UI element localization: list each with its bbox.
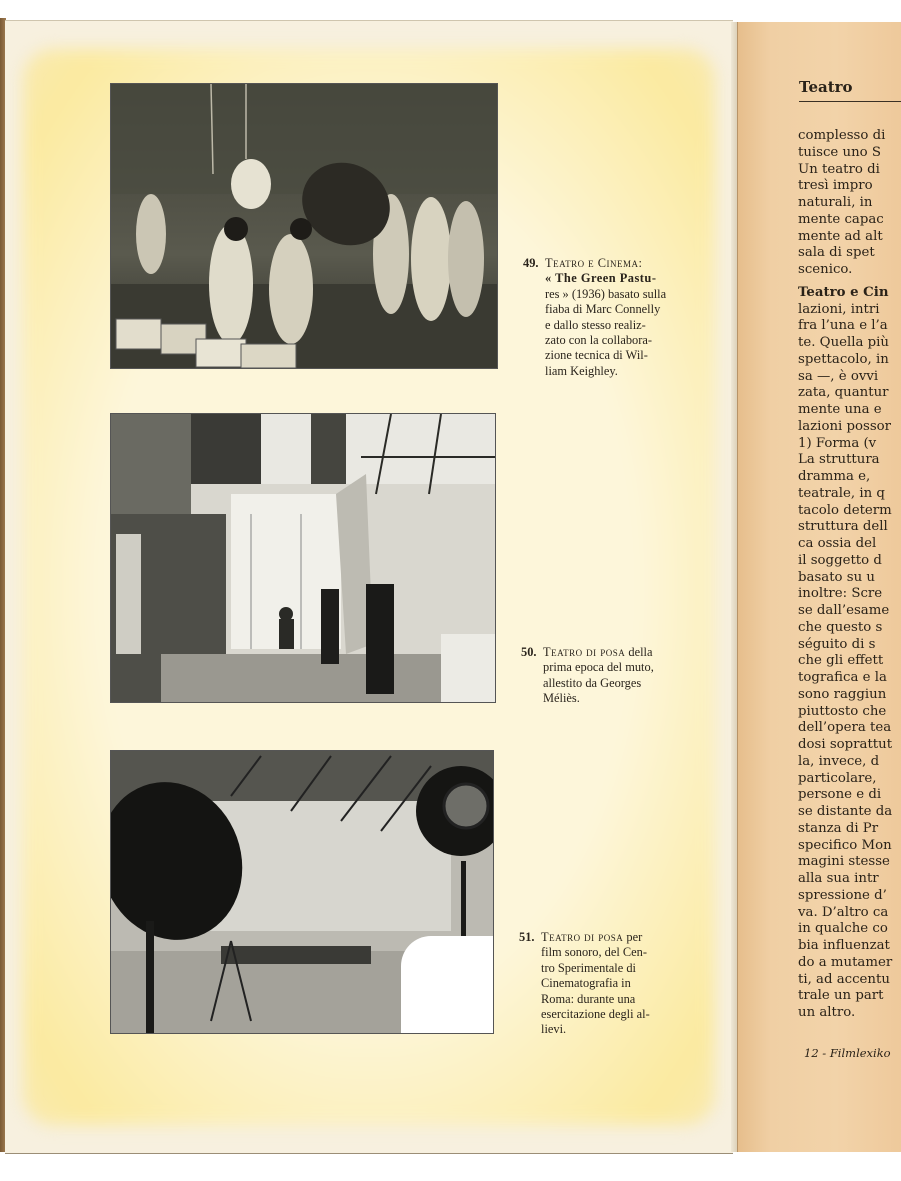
text-line: particolare, [798, 770, 877, 786]
text-line: ca ossia del [798, 536, 877, 551]
figure-49-photo [110, 83, 498, 369]
text-line: trale un part [798, 988, 884, 1004]
figure-50-photo [110, 413, 496, 703]
text-line: mente capac [798, 211, 884, 227]
text-line: la, invece, d [798, 753, 880, 769]
text-line: basato su u [798, 569, 875, 585]
text-line: lazioni, intri [798, 301, 880, 317]
text-line: alla sua intr [798, 871, 879, 886]
body-text-column [798, 128, 901, 1022]
text-line: se distante da [798, 804, 893, 819]
caption-title: « The Green Pastu- [545, 271, 657, 286]
text-line: se dall’esame [798, 603, 890, 618]
page-footer: 12 - Filmlexiko [804, 1046, 891, 1060]
caption-line: fiaba di Marc Connelly [545, 302, 661, 317]
text-line: sono raggiun [798, 686, 887, 702]
text-line: séguito di s [798, 636, 876, 652]
caption-line: Roma: durante una [541, 991, 636, 1006]
running-header: Teatro [799, 78, 853, 96]
text-line: dramma e, [798, 469, 871, 484]
text-line: scenico. [798, 262, 853, 277]
header-rule [799, 101, 901, 102]
caption-line: lievi. [541, 1022, 567, 1037]
figure-51-photo [110, 750, 494, 1034]
text-line: dosi soprattut [798, 737, 893, 752]
text-line: mente una e [798, 402, 882, 417]
caption-line: esercitazione degli al- [541, 1007, 650, 1022]
text-line: va. D’altro ca [798, 904, 889, 920]
caption-line: zato con la collabora- [545, 333, 652, 348]
text-line: ti, ad accentu [798, 971, 890, 987]
text-line: 1) Forma (v [798, 435, 877, 451]
text-line: mente ad alt [798, 228, 883, 244]
figure-number: 51. [519, 930, 535, 944]
text-line: lazioni possor [798, 418, 892, 434]
melies-studio-image [111, 414, 495, 702]
caption-line: zione tecnica di Wil- [545, 348, 648, 363]
text-line: bia influenzat [798, 938, 890, 953]
torn-corner [401, 936, 493, 1033]
caption-line: tro Sperimentale di [541, 960, 636, 975]
text-line: inoltre: Scre [798, 586, 883, 602]
text-line: sa —, è ovvi [798, 368, 879, 384]
text-line: sala di spet [798, 245, 875, 261]
caption-line: Teatro e Cinema: [545, 256, 643, 270]
text-line: dell’opera tea [798, 720, 892, 736]
text-line: do a mutamer [798, 954, 893, 970]
figure-50-caption [521, 645, 686, 707]
section-heading-line: Teatro e Cin [798, 284, 889, 300]
caption-line: liam Keighley. [545, 363, 618, 378]
text-line: spettacolo, in [798, 351, 889, 367]
text-line: te. Quella più [798, 335, 889, 350]
text-line: La struttura [798, 452, 880, 468]
text-line: spressione d’ [798, 887, 887, 903]
text-line: naturali, in [798, 195, 873, 210]
text-line: fra l’una e l’a [798, 318, 888, 334]
text-line: piuttosto che [798, 703, 887, 719]
text-line: zata, quantur [798, 385, 889, 401]
text-line: magini stesse [798, 854, 890, 870]
text-line: Un teatro di [798, 161, 880, 177]
caption-line: film sonoro, del Cen- [541, 945, 647, 960]
text-line: persone e di [798, 787, 882, 803]
green-pastures-scene-image [111, 84, 497, 368]
text-line: struttura dell [798, 519, 888, 535]
figure-49-caption [523, 256, 688, 379]
caption-line: Méliès. [543, 691, 580, 706]
caption-line: e dallo stesso realiz- [545, 317, 646, 332]
text-line: complesso di [798, 128, 886, 143]
figure-number: 50. [521, 645, 537, 659]
text-line: stanza di Pr [798, 820, 879, 836]
caption-line: prima epoca del muto, [543, 660, 654, 675]
caption-line: Cinematografia in [541, 976, 631, 991]
figure-51-caption [519, 930, 685, 1038]
text-line: tuisce uno S [798, 144, 881, 160]
caption-line: Teatro di posa della [543, 645, 653, 659]
text-line: teatrale, in q [798, 485, 885, 501]
text-line: tacolo determ [798, 502, 892, 518]
text-line: specifico Mon [798, 837, 892, 853]
text-line: il soggetto d [798, 552, 882, 568]
text-line: tografica e la [798, 670, 887, 685]
text-line: che gli effett [798, 653, 884, 669]
caption-line: Teatro di posa per [541, 930, 643, 944]
text-line: un altro. [798, 1005, 856, 1020]
caption-line: res » (1936) basato sulla [545, 286, 667, 301]
caption-line: allestito da Georges [543, 675, 642, 690]
figure-number: 49. [523, 256, 539, 270]
text-line: che questo s [798, 619, 883, 635]
text-line: tresì impro [798, 178, 873, 194]
text-line: in qualche co [798, 921, 888, 937]
